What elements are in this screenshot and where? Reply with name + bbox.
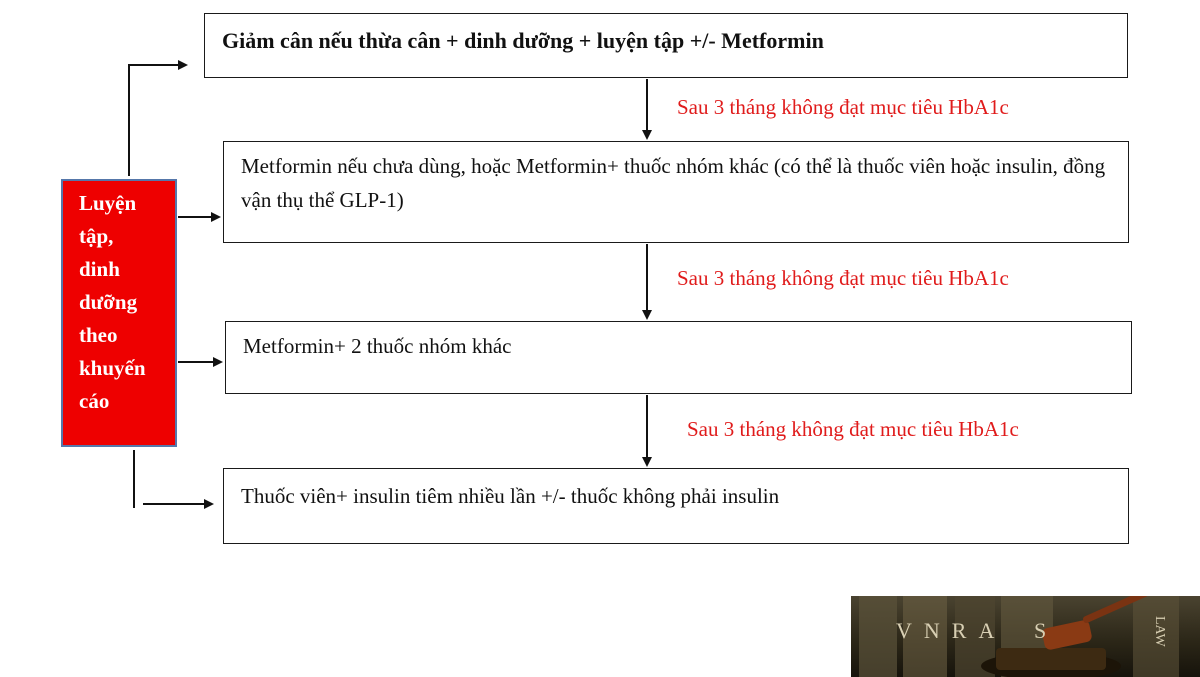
transition-label-1: Sau 3 tháng không đạt mục tiêu HbA1c <box>677 95 1009 119</box>
step-1-text: Giảm cân nếu thừa cân + dinh dưỡng + luyện tập +/- Metformin <box>222 28 824 53</box>
step-3-text: Metformin+ 2 thuốc nhóm khác <box>243 334 512 358</box>
lifestyle-side-box: Luyện tập, dinh dưỡng theo khuyến cáo <box>61 179 177 447</box>
transition-label-3: Sau 3 tháng không đạt mục tiêu HbA1c <box>687 417 1019 441</box>
step-box-2 <box>223 141 1129 243</box>
transition-label-2: Sau 3 tháng không đạt mục tiêu HbA1c <box>677 266 1009 290</box>
step-box-1 <box>204 13 1128 78</box>
logo-artwork <box>851 596 1200 677</box>
step-box-3 <box>225 321 1132 394</box>
svg-text:VNRA: VNRA <box>896 618 1007 643</box>
side-line-top <box>129 65 186 176</box>
svg-text:LAW: LAW <box>1152 616 1167 647</box>
vnras-law-logo <box>851 596 1200 677</box>
step-2-text: Metformin nếu chưa dùng, hoặc Metformin+ thuốc nhóm khác (có thể là thuốc viên hoặc insulin, đồng vận thụ thể GLP-1) <box>241 154 1106 212</box>
svg-text:S: S <box>1034 618 1047 643</box>
step-4-text: Thuốc viên+ insulin tiêm nhiều lần +/- thuốc không phải insulin <box>241 484 780 508</box>
step-box-4 <box>223 468 1129 544</box>
